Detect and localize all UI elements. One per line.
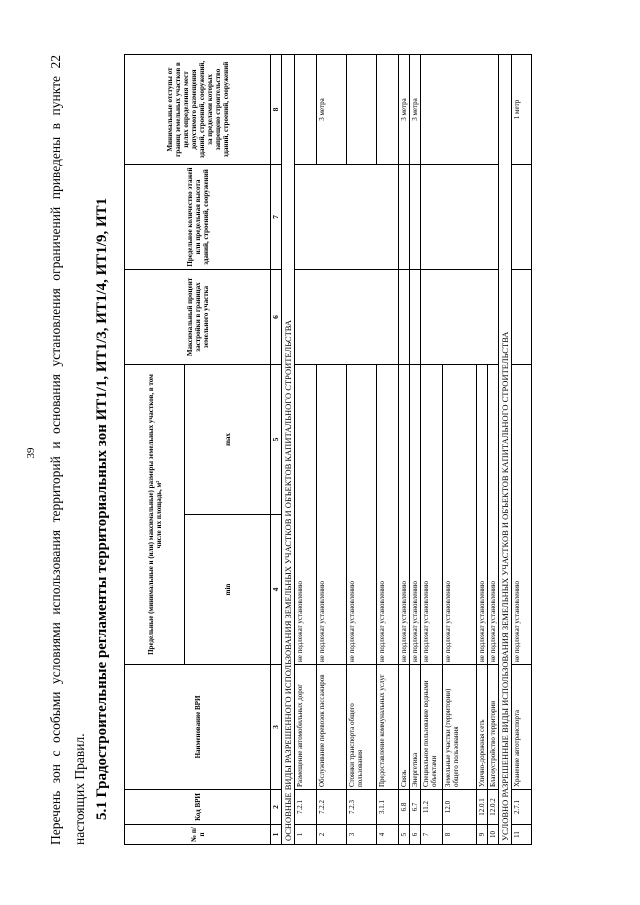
header-min: min (185, 515, 271, 665)
header-floors: Предельное количество этажей или предельная высота зданий, строений, сооружений (125, 165, 271, 270)
column-number: 5 (271, 365, 282, 515)
row-setback (377, 55, 399, 165)
row-name: Обслуживание перевозок пассажиров (317, 665, 347, 790)
row-num: 11 (512, 825, 532, 845)
row-size: не подлежат установлению (410, 365, 421, 665)
header-percent: Максимальный процент застройки в границах земельного участка (125, 270, 271, 365)
row-floors (410, 165, 421, 270)
header-setbacks: Минимальные отступы от границ земельных участков в целях определения мест допустимого размещения зданий, строений, сооружений, за пределами которых запрещено строительство зданий, строений, сооружений (125, 55, 271, 165)
table-row (295, 55, 317, 845)
row-percent (295, 270, 399, 365)
row-name: Земельные участки (территории) общего пользования (443, 665, 477, 790)
column-number: 4 (271, 515, 282, 665)
row-percent (512, 270, 532, 365)
row-setback: 3 метра (399, 55, 410, 165)
row-size: не подлежат установлению (421, 365, 443, 665)
row-code: 6.8 (399, 790, 410, 825)
row-size: не подлежат установлению (512, 365, 532, 665)
row-code: 12.0.1 (477, 790, 488, 825)
row-size: не подлежат установлению (347, 365, 377, 665)
column-numbers-row (271, 55, 282, 845)
row-code: 7.2.1 (295, 790, 317, 825)
row-floors (512, 165, 532, 270)
row-floors (295, 165, 399, 270)
header-name: Наименование ВРИ (125, 665, 271, 790)
intro-paragraph: Перечень зон с особыми условиями использования территорий и основания установления ограничений приведены в пункте 22 настоящих Правил. (48, 55, 87, 845)
row-size: не подлежат установлению (488, 365, 499, 665)
column-number: 3 (271, 665, 282, 790)
table-row (399, 55, 410, 845)
row-percent (399, 270, 410, 365)
header-num: № п/п (125, 825, 271, 845)
row-percent (421, 270, 499, 365)
section-main-uses: ОСНОВНЫЕ ВИДЫ РАЗРЕШЕННОГО ИСПОЛЬЗОВАНИЯ ЗЕМЕЛЬНЫХ УЧАСТКОВ И ОБЪЕКТОВ КАПИТАЛЬНОГО СТРОИТЕЛЬСТВА (282, 55, 295, 845)
row-name: Предоставление коммунальных услуг (377, 665, 399, 790)
row-percent (410, 270, 421, 365)
row-name: Специальное пользование водными объектами (421, 665, 443, 790)
row-size: не подлежат установлению (477, 365, 488, 665)
row-code: 2.7.1 (512, 790, 532, 825)
row-num: 7 (421, 825, 443, 845)
row-num: 5 (399, 825, 410, 845)
row-num: 8 (443, 825, 477, 845)
table-row (512, 55, 532, 845)
row-floors (421, 165, 499, 270)
row-size: не подлежат установлению (399, 365, 410, 665)
row-name: Благоустройство территории (488, 665, 499, 790)
column-number: 1 (271, 825, 282, 845)
regulations-table (124, 54, 532, 845)
column-number: 8 (271, 55, 282, 165)
row-name: Стоянки транспорта общего пользования (347, 665, 377, 790)
column-number: 7 (271, 165, 282, 270)
row-code: 7.2.3 (347, 790, 377, 825)
row-size: не подлежат установлению (317, 365, 347, 665)
row-num: 4 (377, 825, 399, 845)
row-name: Связь (399, 665, 410, 790)
row-size: не подлежат установлению (377, 365, 399, 665)
row-code: 11.2 (421, 790, 443, 825)
row-num: 6 (410, 825, 421, 845)
row-num: 10 (488, 825, 499, 845)
row-size: не подлежат установлению (295, 365, 317, 665)
page-number: 39 (25, 447, 37, 459)
column-number: 6 (271, 270, 282, 365)
row-size: не подлежат установлению (443, 365, 477, 665)
table-row (421, 55, 443, 845)
row-setback (421, 55, 499, 165)
header-sizes: Предельные (минимальные и (или) максимальные) размеры земельных участков, в том числе их площадь, м² (125, 365, 185, 665)
row-floors (399, 165, 410, 270)
header-code: Код ВРИ (125, 790, 271, 825)
section-heading: 5.1 Градостроительные регламенты территориальных зон ИТ1/1, ИТ1/3, ИТ1/4, ИТ1/9, ИТ1 (94, 197, 110, 820)
row-num: 2 (317, 825, 347, 845)
row-name: Размещение автомобильных дорог (295, 665, 317, 790)
row-setback (295, 55, 317, 165)
row-num: 1 (295, 825, 317, 845)
row-code: 12.0 (443, 790, 477, 825)
row-setback: 1 метр (512, 55, 532, 165)
row-code: 7.2.2 (317, 790, 347, 825)
section-conditional-uses: УСЛОВНО РАЗРЕШЕННЫЕ ВИДЫ ИСПОЛЬЗОВАНИЯ ЗЕМЕЛЬНЫХ УЧАСТКОВ И ОБЪЕКТОВ КАПИТАЛЬНОГО СТРОИТЕЛЬСТВА (499, 55, 512, 845)
row-setback: 3 метра (317, 55, 347, 165)
row-num: 9 (477, 825, 488, 845)
row-code: 6.7 (410, 790, 421, 825)
row-num: 3 (347, 825, 377, 845)
column-number: 2 (271, 790, 282, 825)
row-code: 3.1.1 (377, 790, 399, 825)
header-max: max (185, 365, 271, 515)
row-name: Улично-дорожная сеть (477, 665, 488, 790)
table-row (410, 55, 421, 845)
row-name: Хранение автотранспорта (512, 665, 532, 790)
row-name: Энергетика (410, 665, 421, 790)
row-code: 12.0.2 (488, 790, 499, 825)
row-setback (347, 55, 377, 165)
row-setback: 3 метра (410, 55, 421, 165)
